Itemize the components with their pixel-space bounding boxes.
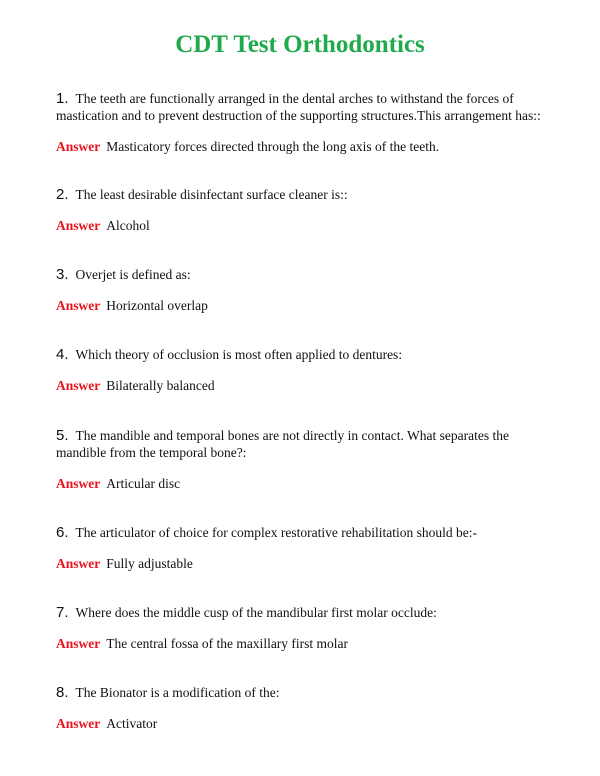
question-number: 7. bbox=[56, 604, 69, 621]
question-text bbox=[56, 346, 556, 363]
answer-line bbox=[56, 138, 556, 155]
qa-item bbox=[56, 427, 556, 492]
question-body: Which theory of occlusion is most often applied to dentures: bbox=[75, 347, 403, 362]
qa-item bbox=[56, 524, 556, 572]
question-number: 5. bbox=[56, 427, 69, 444]
question-text bbox=[56, 604, 556, 621]
answer-label: Answer bbox=[56, 636, 101, 651]
question-text bbox=[56, 266, 556, 283]
answer-line bbox=[56, 635, 556, 652]
answer-line bbox=[56, 475, 556, 492]
answer-text: Horizontal overlap bbox=[106, 298, 208, 313]
question-text bbox=[56, 90, 556, 124]
qa-item bbox=[56, 684, 556, 732]
answer-line bbox=[56, 217, 556, 234]
question-body: The mandible and temporal bones are not directly in contact. What separates the mandible from the temporal bone?: bbox=[56, 428, 509, 460]
question-body: Overjet is defined as: bbox=[75, 267, 191, 282]
page-title: CDT Test Orthodontics bbox=[175, 31, 425, 58]
answer-label: Answer bbox=[56, 476, 101, 491]
qa-item bbox=[56, 266, 556, 314]
question-number: 8. bbox=[56, 684, 69, 701]
answer-label: Answer bbox=[56, 139, 101, 154]
answer-text: Alcohol bbox=[106, 218, 150, 233]
question-text bbox=[56, 684, 556, 701]
question-text bbox=[56, 186, 556, 203]
qa-item bbox=[56, 90, 556, 155]
question-body: The least desirable disinfectant surface cleaner is:: bbox=[75, 187, 348, 202]
qa-item bbox=[56, 186, 556, 234]
question-body: The Bionator is a modification of the: bbox=[75, 685, 280, 700]
qa-item bbox=[56, 346, 556, 394]
answer-label: Answer bbox=[56, 556, 101, 571]
answer-text: Fully adjustable bbox=[106, 556, 193, 571]
answer-line bbox=[56, 715, 556, 732]
answer-label: Answer bbox=[56, 378, 101, 393]
answer-line bbox=[56, 377, 556, 394]
question-number: 1. bbox=[56, 90, 69, 107]
question-body: Where does the middle cusp of the mandibular first molar occlude: bbox=[75, 605, 437, 620]
answer-text: Articular disc bbox=[106, 476, 181, 491]
question-text bbox=[56, 427, 556, 461]
question-text bbox=[56, 524, 556, 541]
question-number: 2. bbox=[56, 186, 69, 203]
answer-text: Bilaterally balanced bbox=[106, 378, 215, 393]
answer-label: Answer bbox=[56, 218, 101, 233]
question-number: 3. bbox=[56, 266, 69, 283]
question-number: 6. bbox=[56, 524, 69, 541]
answer-line bbox=[56, 297, 556, 314]
question-number: 4. bbox=[56, 346, 69, 363]
answer-text: Activator bbox=[106, 716, 158, 731]
answer-line bbox=[56, 555, 556, 572]
answer-text: The central fossa of the maxillary first molar bbox=[106, 636, 349, 651]
qa-item bbox=[56, 604, 556, 652]
answer-label: Answer bbox=[56, 298, 101, 313]
answer-label: Answer bbox=[56, 716, 101, 731]
question-body: The articulator of choice for complex restorative rehabilitation should be:- bbox=[75, 525, 477, 540]
answer-text: Masticatory forces directed through the long axis of the teeth. bbox=[106, 139, 440, 154]
question-body: The teeth are functionally arranged in the dental arches to withstand the forces of mastication and to prevent destruction of the supporting structures.This arrangement has:: bbox=[56, 91, 541, 123]
